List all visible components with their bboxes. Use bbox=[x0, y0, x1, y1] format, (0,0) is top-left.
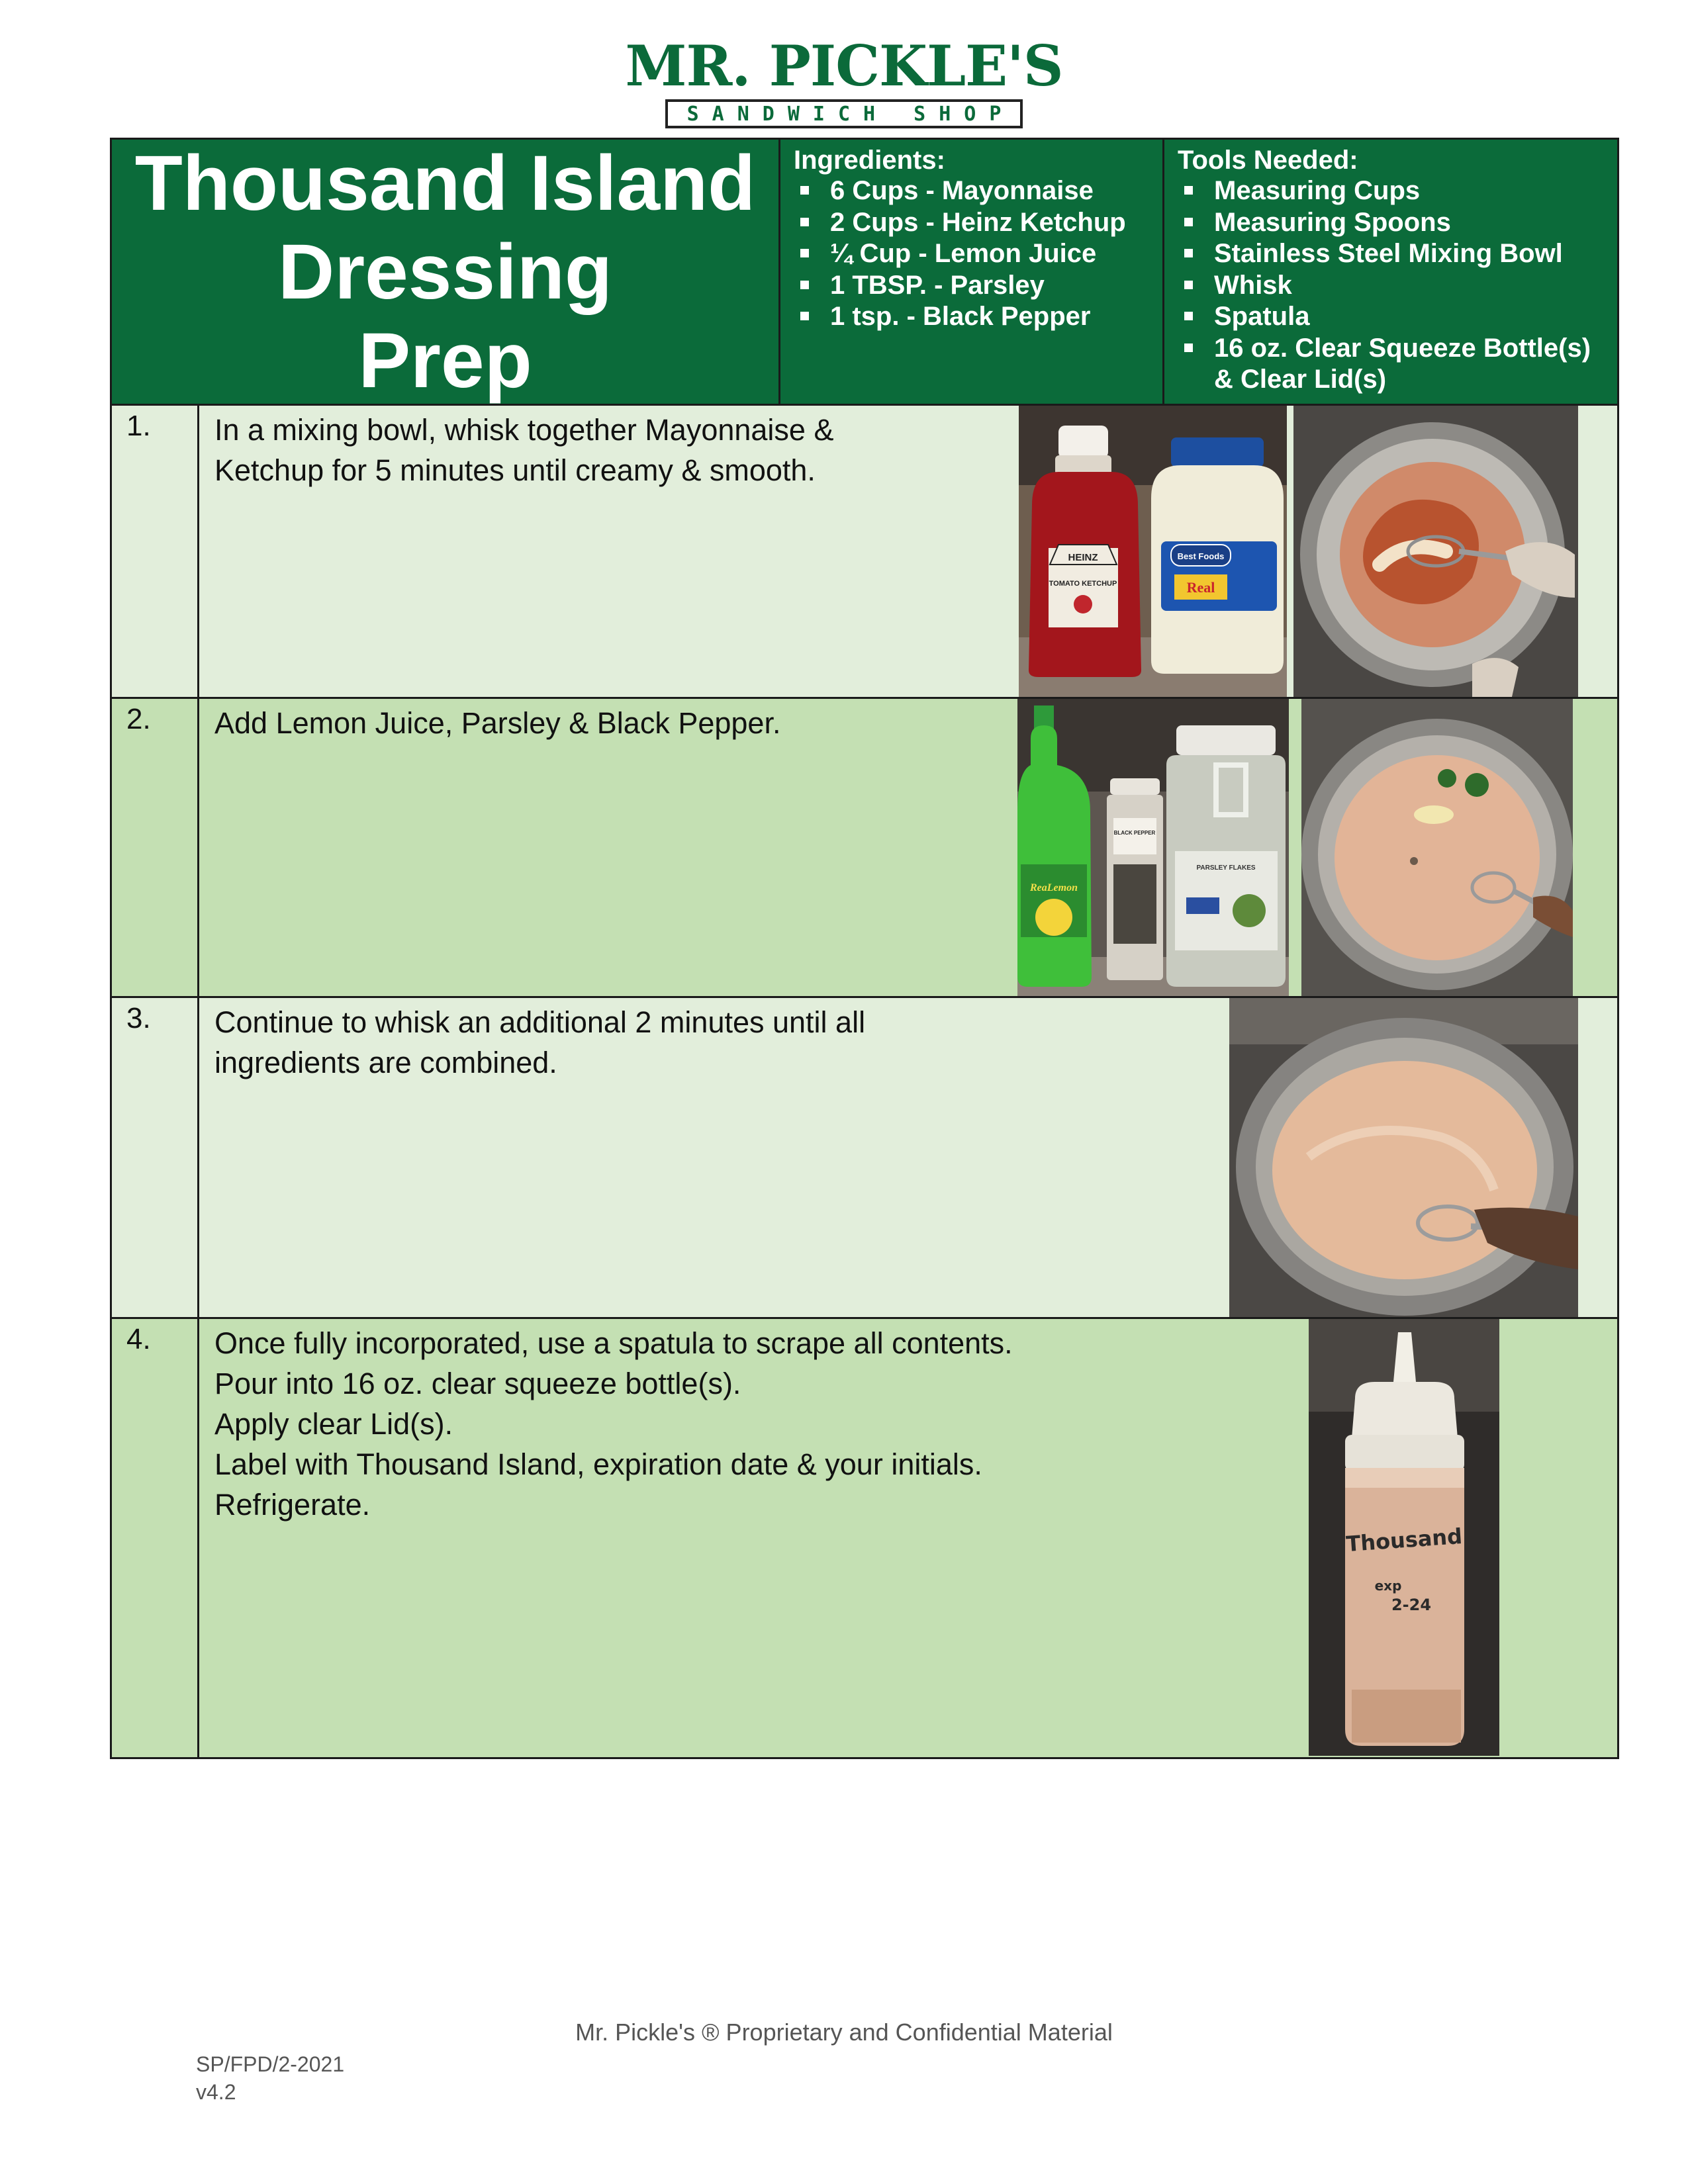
instruction-line: ingredients are combined. bbox=[214, 1046, 557, 1079]
title-line: Thousand Island bbox=[134, 139, 756, 227]
ingredient-text: 1 tsp. - Black Pepper bbox=[830, 302, 1091, 331]
pepper-label-text: BLACK PEPPER bbox=[1113, 830, 1156, 836]
mayo-brand-text: Best Foods bbox=[1177, 551, 1225, 561]
ingredients-list bbox=[794, 175, 1162, 333]
title-line: Prep bbox=[358, 316, 532, 404]
recipe-sheet bbox=[110, 138, 1619, 1759]
step-row-3 bbox=[112, 998, 1617, 1319]
square-bullet-icon bbox=[1184, 186, 1193, 195]
ingredient-item bbox=[794, 238, 1162, 270]
square-bullet-icon bbox=[1184, 218, 1193, 226]
ingredient-item bbox=[794, 301, 1162, 333]
lemon-pepper-parsley-photo bbox=[1017, 699, 1289, 996]
step-number: 3. bbox=[112, 998, 199, 1317]
step-number: 1. bbox=[112, 406, 199, 697]
document-code: SP/FPD/2-2021 bbox=[196, 2052, 345, 2076]
tool-text-continuation: & Clear Lid(s) bbox=[1214, 365, 1387, 394]
tool-item bbox=[1178, 270, 1619, 302]
seasonings-illustration bbox=[1017, 699, 1289, 996]
mixing-bowl-illustration bbox=[1229, 998, 1578, 1317]
ingredient-text: 6 Cups - Mayonnaise bbox=[830, 176, 1094, 205]
ingredient-text: 1 TBSP. - Parsley bbox=[830, 270, 1045, 300]
square-bullet-icon bbox=[800, 249, 809, 257]
instruction-line: Refrigerate. bbox=[214, 1488, 371, 1522]
bowl-whisk-photo-1 bbox=[1293, 406, 1578, 697]
instruction-line: Add Lemon Juice, Parsley & Black Pepper. bbox=[214, 706, 781, 740]
instruction-line: Label with Thousand Island, expiration date & your initials. bbox=[214, 1447, 982, 1481]
bottle-date-text: 2-24 bbox=[1391, 1596, 1432, 1614]
step-instructions bbox=[214, 1323, 1207, 1525]
square-bullet-icon bbox=[1184, 281, 1193, 289]
tool-item bbox=[1178, 301, 1619, 333]
bowl-combined-photo bbox=[1229, 998, 1578, 1317]
brand-logo bbox=[625, 33, 1063, 134]
confidential-notice: Mr. Pickle's ® Proprietary and Confidential Material bbox=[575, 2019, 1113, 2046]
square-bullet-icon bbox=[800, 218, 809, 226]
ingredient-item bbox=[794, 175, 1162, 207]
lemon-brand-text: ReaLemon bbox=[1030, 882, 1078, 893]
recipe-title bbox=[115, 139, 776, 405]
instruction-line: Apply clear Lid(s). bbox=[214, 1407, 453, 1441]
ketchup-mayo-photo bbox=[1019, 406, 1287, 697]
ketchup-name-text: TOMATO KETCHUP bbox=[1049, 580, 1117, 588]
tool-text: Stainless Steel Mixing Bowl bbox=[1214, 239, 1563, 268]
mixing-bowl-illustration bbox=[1301, 699, 1573, 996]
instruction-line: Pour into 16 oz. clear squeeze bottle(s). bbox=[214, 1367, 741, 1400]
title-line: Dressing bbox=[278, 228, 612, 316]
title-cell bbox=[112, 140, 780, 404]
step-row-1 bbox=[112, 406, 1617, 699]
tool-text: 16 oz. Clear Squeeze Bottle(s) bbox=[1214, 333, 1591, 363]
ketchup-mayo-illustration bbox=[1019, 406, 1287, 697]
bottle-label-text: Thousand bbox=[1345, 1523, 1464, 1557]
step-instructions bbox=[214, 1002, 1207, 1083]
step-number: 2. bbox=[112, 699, 199, 996]
tool-item bbox=[1178, 333, 1619, 396]
squeeze-bottle-photo bbox=[1309, 1319, 1499, 1756]
logo-wordmark: MR. PICKLE'S bbox=[625, 33, 1063, 99]
instruction-line: Ketchup for 5 minutes until creamy & smooth. bbox=[214, 453, 816, 487]
step-row-2 bbox=[112, 699, 1617, 998]
instruction-line: In a mixing bowl, whisk together Mayonnaise & bbox=[214, 413, 834, 447]
tool-item bbox=[1178, 238, 1619, 270]
step-row-4 bbox=[112, 1319, 1617, 1757]
ingredient-item bbox=[794, 270, 1162, 302]
document-code-block bbox=[196, 2050, 344, 2106]
square-bullet-icon bbox=[800, 186, 809, 195]
ingredients-heading: Ingredients: bbox=[794, 146, 945, 175]
square-bullet-icon bbox=[1184, 249, 1193, 257]
square-bullet-icon bbox=[1184, 343, 1193, 352]
mayo-name-text: Real bbox=[1186, 579, 1215, 596]
tools-cell bbox=[1164, 140, 1619, 404]
ingredient-item bbox=[794, 207, 1162, 239]
mixing-bowl-illustration bbox=[1293, 406, 1578, 697]
instruction-line: Once fully incorporated, use a spatula to scrape all contents. bbox=[214, 1326, 1013, 1360]
tools-heading: Tools Needed: bbox=[1178, 146, 1358, 175]
bowl-seasoned-photo bbox=[1301, 699, 1573, 996]
recipe-header bbox=[112, 140, 1617, 406]
ingredient-text: 2 Cups - Heinz Ketchup bbox=[830, 207, 1126, 237]
tools-list bbox=[1178, 175, 1619, 396]
square-bullet-icon bbox=[800, 312, 809, 320]
tool-item bbox=[1178, 175, 1619, 207]
tool-text: Measuring Spoons bbox=[1214, 207, 1451, 237]
instruction-line: Continue to whisk an additional 2 minutes until all bbox=[214, 1005, 866, 1039]
bottle-exp-text: exp bbox=[1374, 1578, 1402, 1594]
squeeze-bottle-illustration bbox=[1309, 1319, 1499, 1756]
logo-tagline: SANDWICH SHOP bbox=[665, 99, 1023, 128]
ingredient-text: ¼ Cup - Lemon Juice bbox=[830, 239, 1097, 268]
square-bullet-icon bbox=[800, 281, 809, 289]
tool-text: Whisk bbox=[1214, 270, 1292, 300]
tool-text: Measuring Cups bbox=[1214, 176, 1421, 205]
step-number: 4. bbox=[112, 1319, 199, 1757]
tool-item bbox=[1178, 207, 1619, 239]
document-version: v4.2 bbox=[196, 2080, 236, 2104]
tool-text: Spatula bbox=[1214, 302, 1310, 331]
parsley-label-text: PARSLEY FLAKES bbox=[1196, 864, 1256, 872]
ketchup-brand-text: HEINZ bbox=[1068, 552, 1098, 563]
ingredients-cell bbox=[780, 140, 1164, 404]
square-bullet-icon bbox=[1184, 312, 1193, 320]
